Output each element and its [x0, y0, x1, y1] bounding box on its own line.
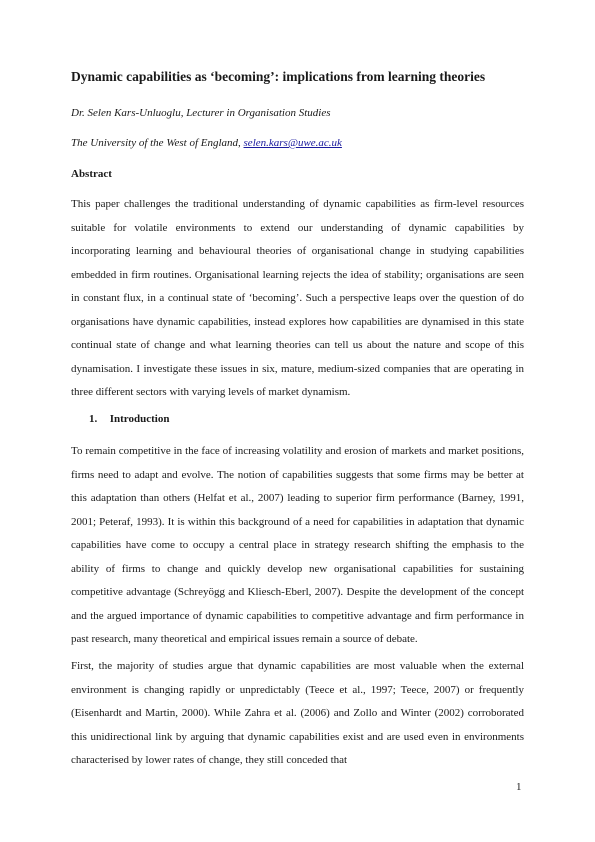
author-line: Dr. Selen Kars-Unluoglu, Lecturer in Organisation Studies [71, 107, 331, 119]
section-title: Introduction [109, 413, 170, 425]
paper-title: Dynamic capabilities as ‘becoming’: implications from learning theories [71, 69, 486, 84]
intro-paragraph-2: First, the majority of studies argue that dynamic capabilities are most valuable when the external environment is changing rapidly or unpredictably (Teece et al., 1997; Teece, 2007) or frequently (Eisenhardt and Martin, 2000). While Zahra et al. (2006) and Zollo and Winter (2002) corroborated this unidirectional link by arguing that dynamic capabilities exist and are used even in environments characterised by lower rates of change, they still conceded that [71, 660, 524, 766]
affiliation-line [71, 137, 342, 149]
intro-paragraph-1: To remain competitive in the face of increasing volatility and erosion of markets and market positions, firms need to adapt and evolve. The notion of capabilities suggests that some firms may be better at this adaptation than others (Helfat et al., 2007) leading to superior firm performance (Barney, 1991, 2001; Peteraf, 1993). It is within this background of a need for capabilities in adaptation that dynamic capabilities have come to occupy a central place in strategy research shifting the emphasis to the ability of firms to change and quickly develop new organisational capabilities for sustaining competitive advantage (Schreyögg and Kliesch-Eberl, 2007). Despite the development of the concept and the argued importance of dynamic capabilities to competitive advantage and firm performance in past research, many theoretical and empirical issues remain a source of debate. [71, 445, 524, 645]
author-email-link[interactable]: selen.kars@uwe.ac.uk [243, 137, 342, 149]
abstract-heading: Abstract [71, 168, 112, 180]
section-heading [89, 413, 169, 425]
abstract-text: This paper challenges the traditional understanding of dynamic capabilities as firm-level resources suitable for volatile environments to extend our understanding of dynamic capabilities by incorporating learning and behavioural theories of organisational change in studying capabilities embedded in firm routines. Organisational learning rejects the idea of stability; organisations are seen in constant flux, in a continual state of ‘becoming’. Such a perspective leaps over the question of do organisations have dynamic capabilities, instead explores how capabilities are dynamised in this state continual state of change and what learning theories can tell us about the nature and scope of this dynamisation. I investigate these issues in six, mature, medium-sized companies that are operating in three different sectors with varying levels of market dynamism. [71, 198, 524, 398]
section-number: 1. [89, 413, 98, 425]
institution: The University of the West of England, [71, 137, 241, 149]
page-number: 1 [516, 781, 522, 793]
